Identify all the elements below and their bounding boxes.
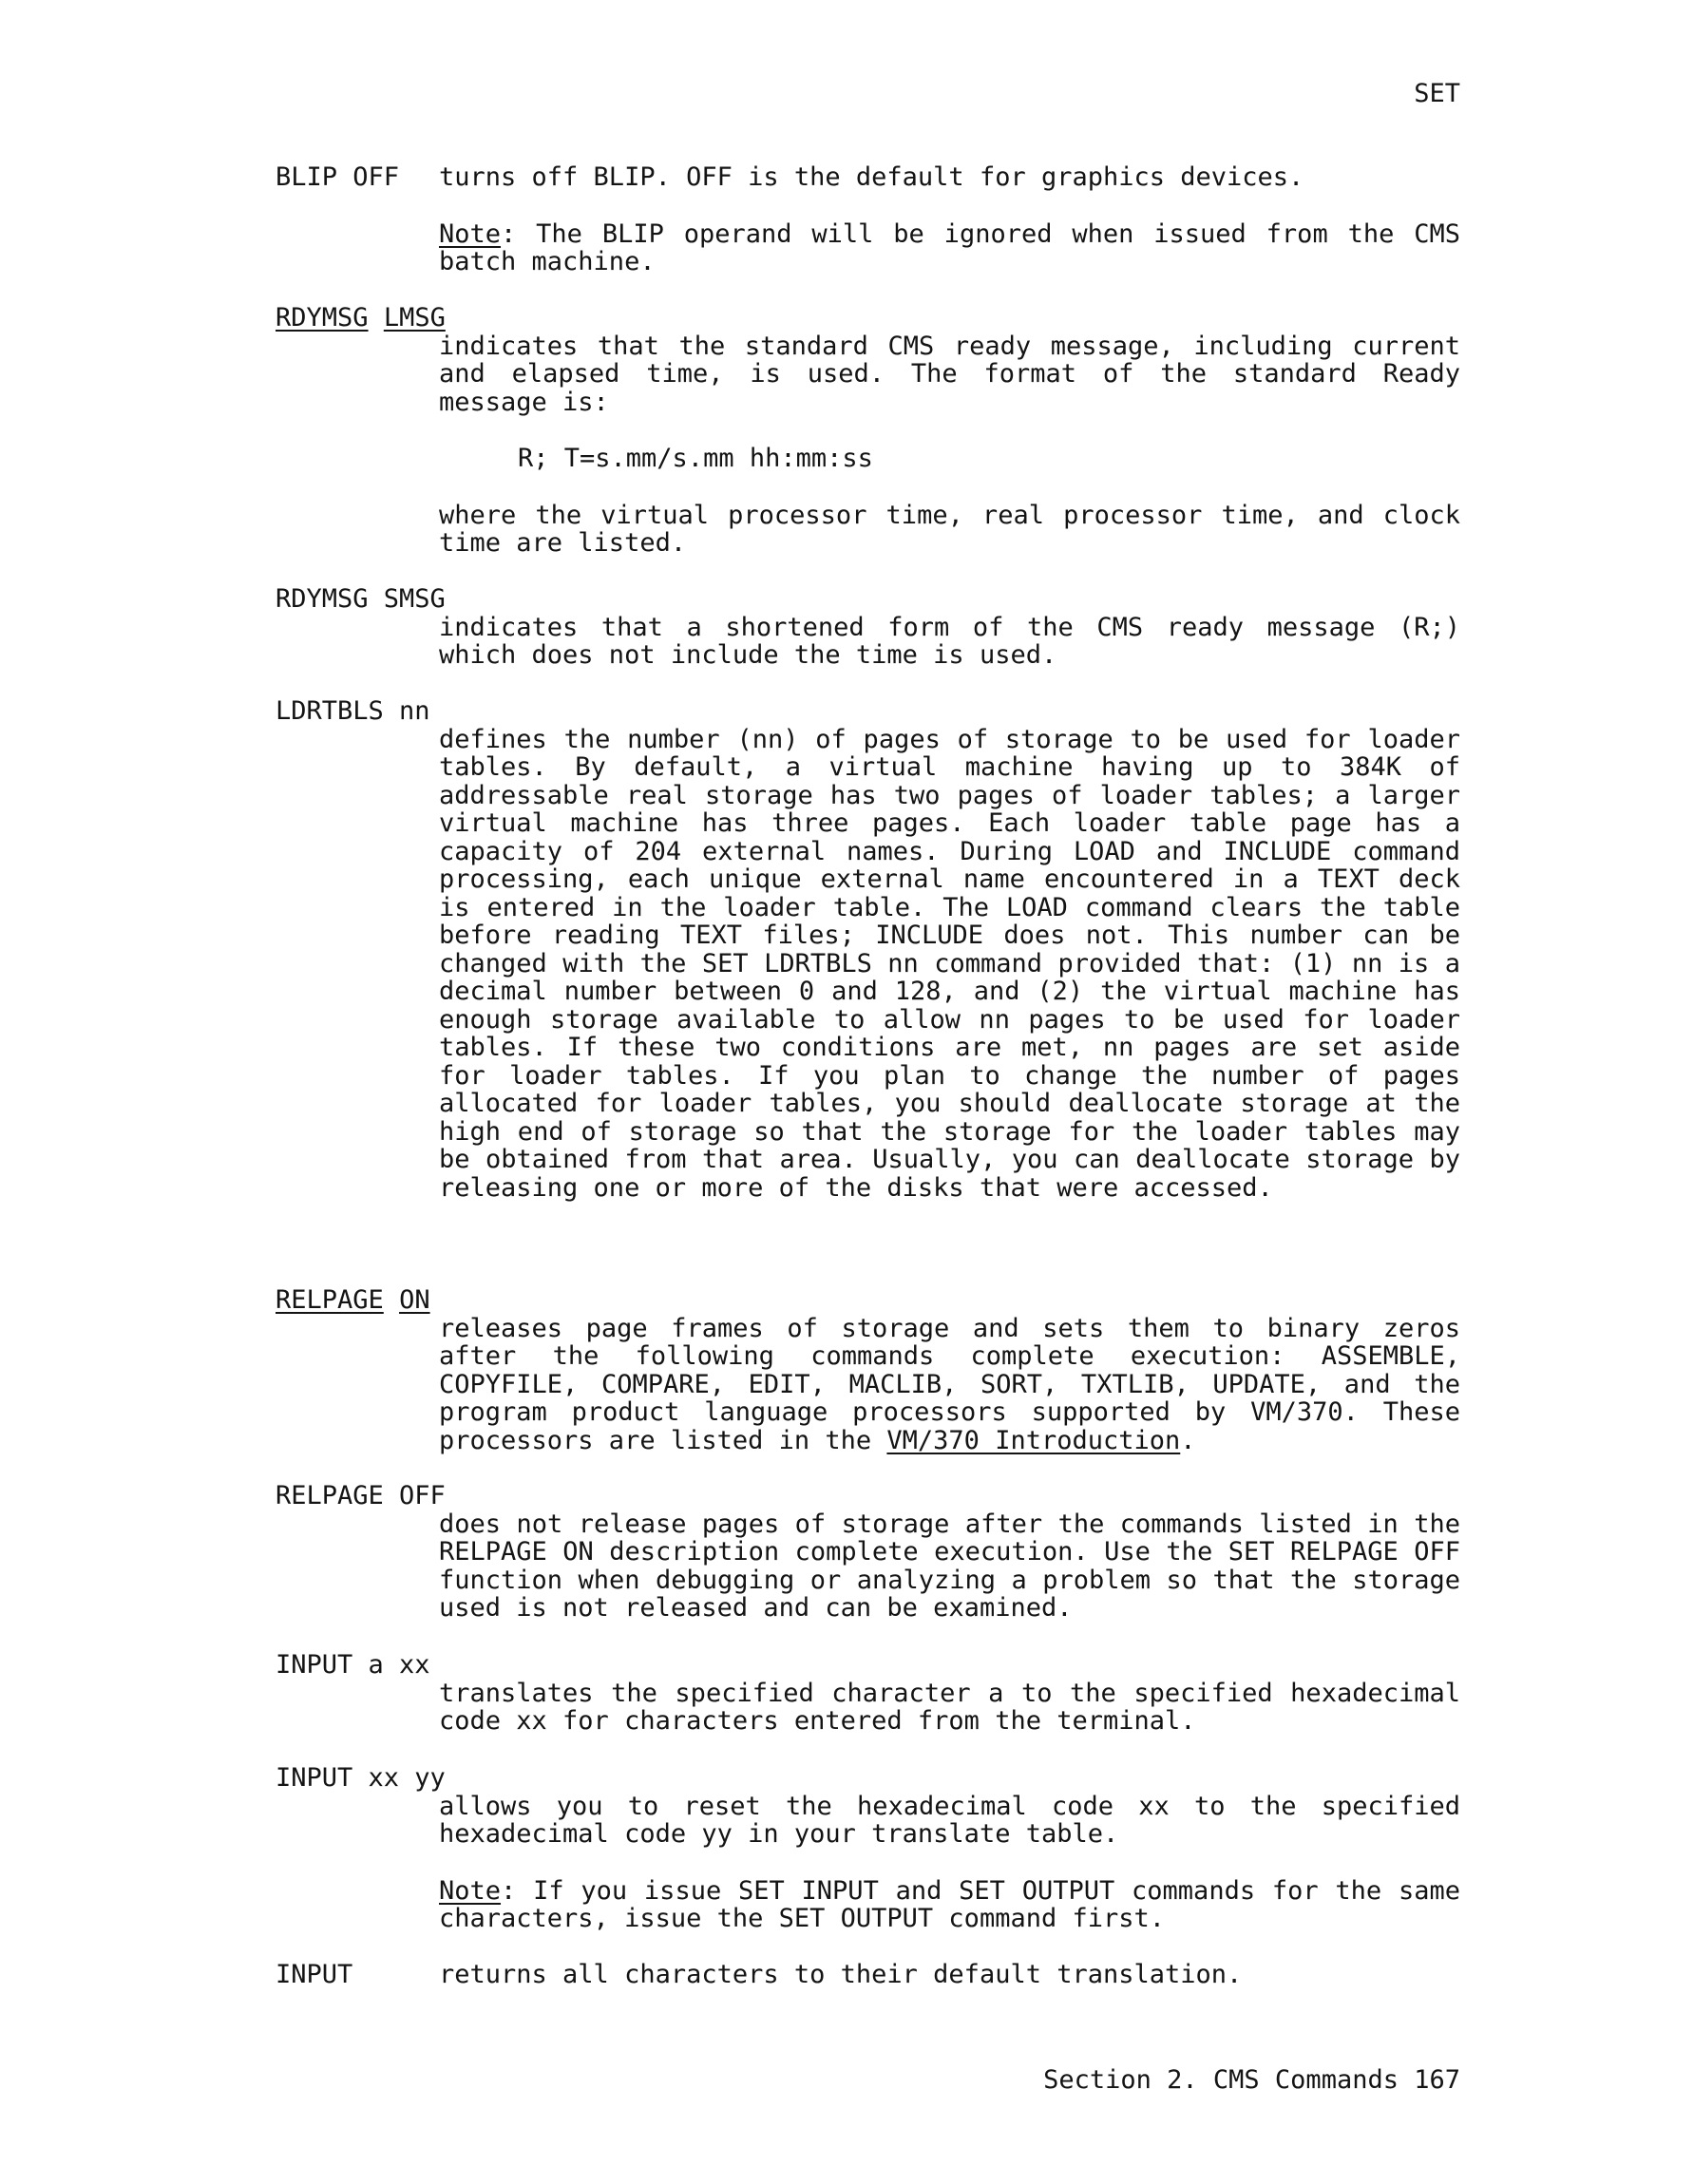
publication-reference: VM/370 Introduction	[886, 1425, 1181, 1455]
entry-term: INPUT a xx	[276, 1650, 430, 1680]
entry-description	[439, 1315, 1460, 1455]
entry-relpage-off	[276, 1482, 1463, 1623]
entry-rdymsg-smsg	[276, 585, 1463, 670]
entry-term: BLIP OFF	[276, 162, 400, 192]
entry-row	[276, 1961, 1463, 1989]
note-label: Note	[439, 218, 502, 249]
entry-input-a-xx	[276, 1651, 1463, 1736]
ready-message-format: R; T=s.mm/s.mm hh:mm:ss	[518, 444, 873, 473]
entry-term	[276, 304, 1463, 332]
entry-blip-off	[276, 163, 1463, 276]
sentence-end: .	[1180, 1425, 1196, 1455]
entry-term-part: LMSG	[383, 303, 446, 332]
entry-description: turns off BLIP. OFF is the default for graphics devices.	[439, 162, 1304, 192]
entry-term-part: RELPAGE	[276, 1285, 384, 1315]
note-text: : The BLIP operand will be ignored when issued from the CMS batch machine.	[439, 218, 1460, 276]
entry-description: indicates that a shortened form of the CMS ready message (R;) which does not include the time is used.	[439, 612, 1460, 670]
entry-description: indicates that the standard CMS ready message, including current and elapsed time, is used. The format of the standard Ready message is:	[439, 331, 1460, 417]
note-label: Note	[439, 1875, 502, 1906]
entry-term: INPUT xx yy	[276, 1763, 446, 1793]
entry-description: translates the specified character a to the specified hexadecimal code xx for characters entered from the terminal.	[439, 1678, 1460, 1736]
entry-description-text: releases page frames of storage and sets them to binary zeros after the following commands complete execution: ASSEMBLE, COPYFILE, COMPARE, EDIT, MACLIB, SORT, TXTLIB, UPDATE, and the program product language processors supported by VM/370. These processors are listed in the	[439, 1313, 1460, 1455]
entry-term: RDYMSG SMSG	[276, 584, 446, 614]
entry-relpage-on	[276, 1286, 1463, 1454]
entry-description-continued: where the virtual processor time, real processor time, and clock time are listed.	[439, 500, 1460, 558]
entry-term	[276, 1286, 1463, 1315]
entry-term: INPUT	[276, 1960, 353, 1989]
entry-ldrtbls	[276, 697, 1463, 1202]
entry-description: defines the number (nn) of pages of storage to be used for loader tables. By default, a virtual machine having up to 384K of addressable real storage has two pages of loader tables; a larger virtual machine has three pages. Each loader table page has a capacity of 204 external names. During LOAD and INCLUDE command processing, each unique external name encountered in a TEXT deck is entered in the loader table. The LOAD command clears the table before reading TEXT files; INCLUDE does not. This number can be changed with the SET LDRTBLS nn command provided that: (1) nn is a decimal number between 0 and 128, and (2) the virtual machine has enough storage available to allow nn pages to be used for loader tables. If these two conditions are met, nn pages are set aside for loader tables. If you plan to change the number of pages allocated for loader tables, you should deallocate storage at the high end of storage so that the storage for the loader tables may be obtained from that area. Usually, you can deallocate storage by releasing one or more of the disks that were accessed.	[439, 724, 1460, 1203]
entry-rdymsg-lmsg	[276, 304, 1463, 558]
running-header-title: SET	[1414, 79, 1460, 108]
entry-term: RELPAGE OFF	[276, 1481, 446, 1510]
entry-description: does not release pages of storage after the commands listed in the RELPAGE ON description complete execution. Use the SET RELPAGE OFF function when debugging or analyzing a problem so that the storage used is not released and can be examined.	[439, 1509, 1460, 1623]
entry-row	[276, 163, 1463, 192]
entry-note	[439, 1877, 1460, 1933]
entry-input	[276, 1961, 1463, 1989]
entry-term-part: ON	[399, 1285, 430, 1315]
entry-description: allows you to reset the hexadecimal code xx to the specified hexadecimal code yy in your translate table.	[439, 1791, 1460, 1849]
entry-term: LDRTBLS nn	[276, 696, 430, 726]
entry-note	[439, 220, 1460, 276]
entry-description: returns all characters to their default translation.	[439, 1960, 1243, 1989]
note-text: : If you issue SET INPUT and SET OUTPUT commands for the same characters, issue the SET OUTPUT command first.	[439, 1875, 1460, 1933]
page-footer: Section 2. CMS Commands 167	[1043, 2065, 1460, 2095]
entry-input-xx-yy	[276, 1764, 1463, 1933]
entry-term-part: RDYMSG	[276, 303, 369, 332]
